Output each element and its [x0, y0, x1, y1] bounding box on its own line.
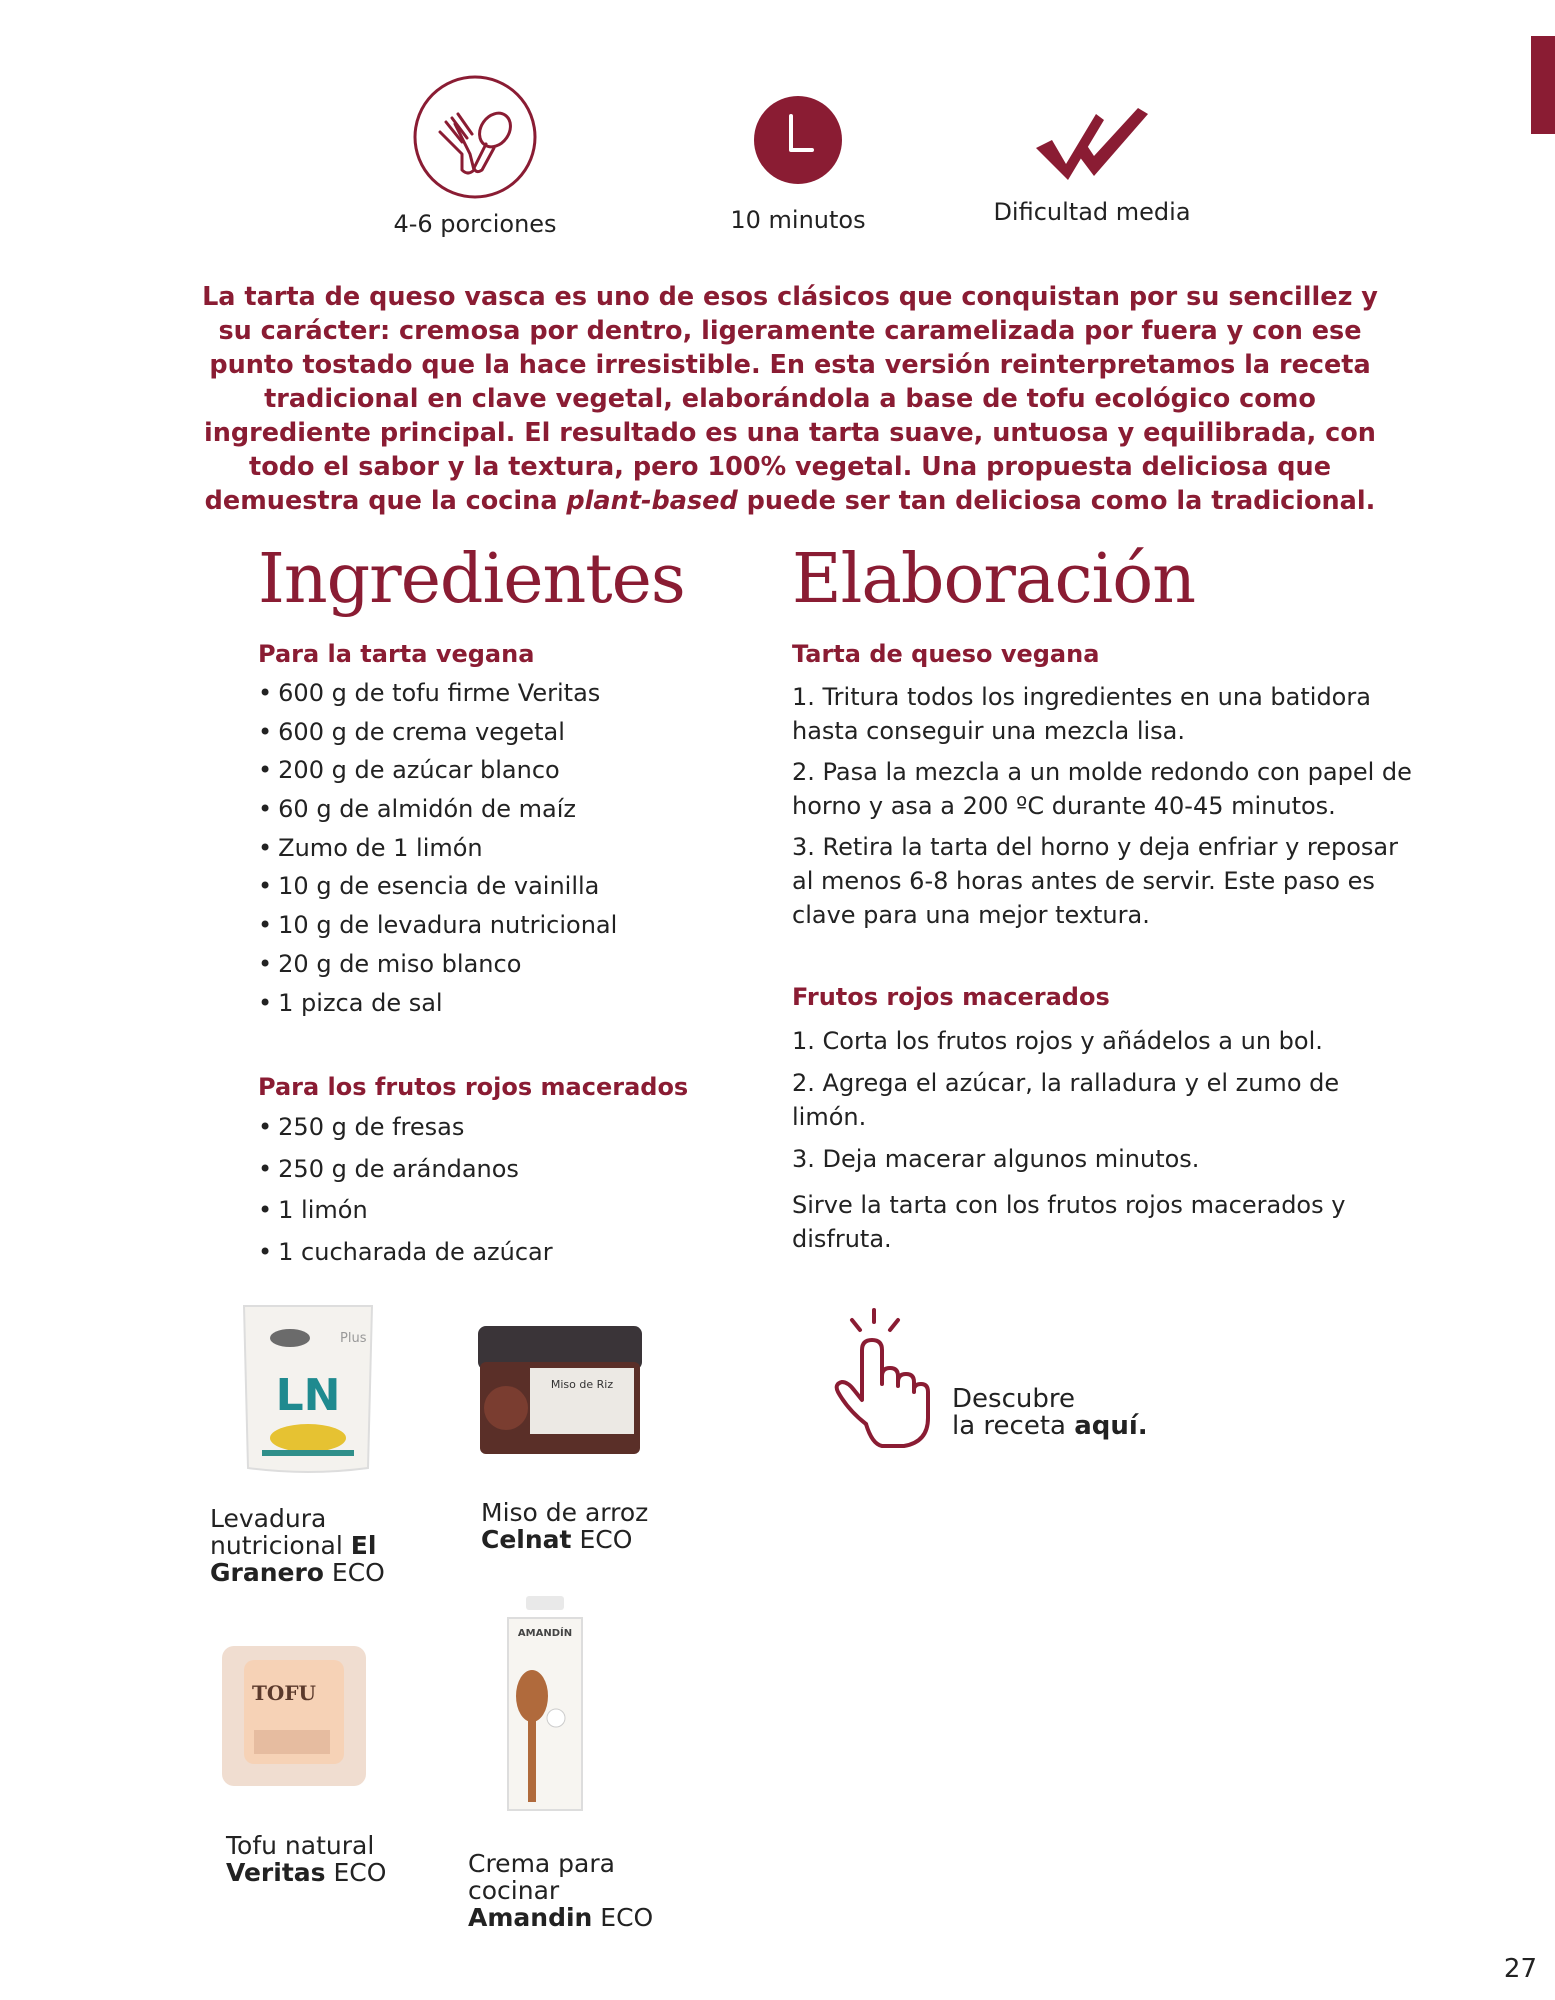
ingredients-title: Ingredientes — [258, 540, 685, 619]
cake-ingredients-list — [258, 674, 617, 1022]
list-item: • 60 g de almidón de maíz — [258, 790, 617, 829]
difficulty-label: Dificultad media — [993, 198, 1191, 226]
tofu-caption: Tofu natural Veritas ECO — [226, 1831, 387, 1887]
fruits-steps-heading: Frutos rojos macerados — [792, 983, 1110, 1011]
fruits-ingredients-list — [258, 1107, 553, 1273]
difficulty-info — [962, 104, 1222, 226]
list-item: • 600 g de crema vegetal — [258, 713, 617, 752]
step-item: 1. Tritura todos los ingredientes en una batidora hasta conseguir una mezcla lisa. — [792, 683, 1371, 745]
cake-steps-list — [792, 680, 1412, 939]
step-item: 3. Deja macerar algunos minutos. — [792, 1145, 1200, 1173]
list-item: • 250 g de arándanos — [258, 1149, 553, 1191]
miso-product-image — [470, 1312, 650, 1462]
svg-text:Plus: Plus — [340, 1331, 367, 1346]
list-item: • 1 pizca de sal — [258, 984, 617, 1023]
servings-info — [345, 72, 605, 238]
fruits-steps-list — [792, 1024, 1412, 1184]
intro-paragraph: La tarta de queso vasca es uno de esos clásicos que conquistan por su sencillez y su carácter: cremosa por dentro, ligeramente caramelizada por fuera y con ese punto tostado que la hace irresistible. En esta versión reinterpretamos la receta tradicional en clave vegetal, elaborándola a base de tofu ecológico como ingrediente principal. El resultado es una tarta suave, untuosa y equilibrada, con todo el sabor y la textura, pero 100% vegetal. Una propuesta deliciosa que demuestra que la cocina plant-based puede ser tan deliciosa como la tradicional. — [202, 282, 1378, 516]
list-item: • 10 g de esencia de vainilla — [258, 867, 617, 906]
amandin-product-image — [498, 1596, 592, 1816]
time-info — [668, 94, 928, 234]
levadura-product-image — [238, 1300, 378, 1478]
cake-steps-heading: Tarta de queso vegana — [792, 640, 1100, 668]
page-number: 27 — [1503, 1954, 1537, 1984]
list-item: • 1 limón — [258, 1190, 553, 1232]
double-check-icon — [1030, 104, 1154, 184]
svg-text:Miso de Riz: Miso de Riz — [550, 1378, 614, 1391]
clock-icon — [752, 94, 844, 186]
section-tab-marker — [1531, 36, 1555, 134]
tofu-product-image — [218, 1640, 370, 1792]
list-item: • Zumo de 1 limón — [258, 829, 617, 868]
fruits-ingredients-heading: Para los frutos rojos macerados — [258, 1073, 689, 1101]
step-item: 3. Retira la tarta del horno y deja enfriar y reposar al menos 6-8 horas antes de servir. Este paso es clave para una mejor textura. — [792, 833, 1398, 929]
step-item: 2. Pasa la mezcla a un molde redondo con papel de horno y asa a 200 ºC durante 40-45 minutos. — [792, 758, 1412, 820]
amandin-caption: Crema para cocinar Amandin ECO — [468, 1849, 654, 1932]
cake-ingredients-heading: Para la tarta vegana — [258, 640, 535, 668]
servings-label: 4-6 porciones — [393, 210, 557, 238]
list-item: • 250 g de fresas — [258, 1107, 553, 1149]
step-item: 2. Agrega el azúcar, la ralladura y el zumo de limón. — [792, 1069, 1340, 1131]
discover-recipe-link[interactable]: Descubre la receta aquí. — [952, 1384, 1148, 1441]
svg-text:LN: LN — [275, 1370, 341, 1421]
elaboration-title: Elaboración — [792, 540, 1196, 619]
time-label: 10 minutos — [730, 206, 866, 234]
step-item: 1. Corta los frutos rojos y añádelos a un bol. — [792, 1027, 1323, 1055]
list-item: • 200 g de azúcar blanco — [258, 751, 617, 790]
list-item: • 10 g de levadura nutricional — [258, 906, 617, 945]
tap-hand-icon[interactable] — [830, 1300, 940, 1460]
list-item: • 20 g de miso blanco — [258, 945, 617, 984]
intro-emphasis: plant-based — [566, 486, 738, 516]
cutlery-icon — [410, 72, 540, 202]
miso-caption: Miso de arroz Celnat ECO — [481, 1498, 649, 1554]
levadura-caption: Levadura nutricional El Granero ECO — [210, 1504, 385, 1587]
svg-text:AMANDÍN: AMANDÍN — [517, 1628, 573, 1639]
list-item: • 600 g de tofu firme Veritas — [258, 674, 617, 713]
svg-text:TOFU: TOFU — [252, 1681, 316, 1705]
list-item: • 1 cucharada de azúcar — [258, 1232, 553, 1274]
serving-note: Sirve la tarta con los frutos rojos macerados y disfruta. — [792, 1191, 1346, 1253]
